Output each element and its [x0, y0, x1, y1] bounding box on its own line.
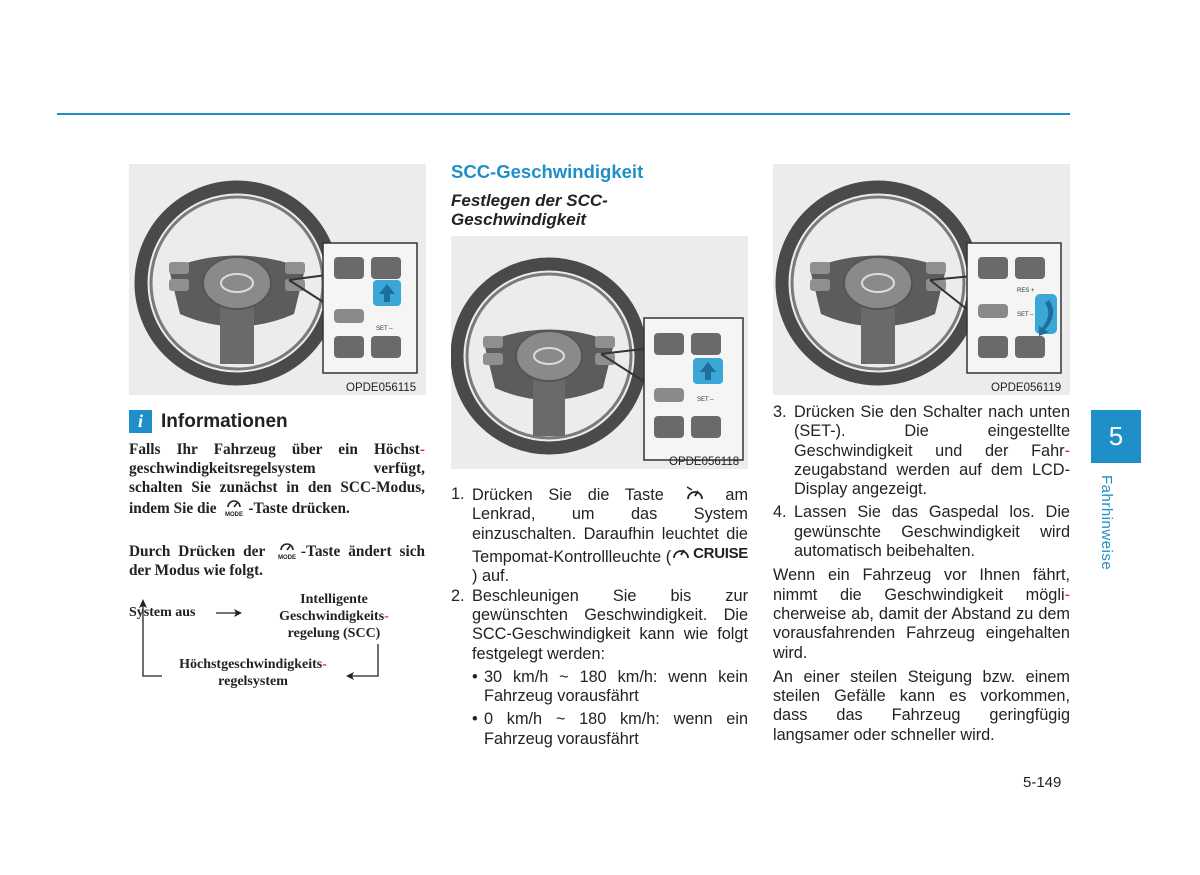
info-icon: i	[129, 410, 152, 433]
list-item	[773, 503, 1070, 561]
step-text: am Lenkrad, um das System einzuschalten. Daraufhin leuchtet die Tempomat-Kontrollleuchte (	[472, 486, 749, 567]
list-item	[451, 587, 748, 664]
step-text: Drücken Sie den Schalter nach unten (SET-). Die eingestellte Geschwindigkeit und der Fahr	[794, 403, 1070, 460]
info-paragraph-1: Falls Ihr Fahrzeug über ein Höchst- geschwindigkeitsregelsystem verfügt, schalten Sie zunächst in den SCC-Modus, indem Sie die MODE -Taste drücken.	[129, 441, 425, 517]
steering-wheel-figure-middle	[451, 236, 748, 469]
steering-wheel-figure-right	[773, 164, 1070, 395]
subtitle-line: Festlegen der SCC-	[451, 191, 608, 210]
paragraph-text: Wenn ein Fahrzeug vor Ihnen fährt, nimmt die Geschwindigkeit mögli	[773, 566, 1070, 604]
flow-text: Geschwindigkeits	[279, 609, 385, 624]
figure-code-left: OPDE056115	[346, 382, 417, 394]
flow-speed-limiter: Höchstgeschwindigkeits- regelsystem	[163, 656, 343, 690]
svg-text:SET –: SET –	[1017, 312, 1034, 318]
steering-wheel-figure-left	[129, 164, 426, 395]
list-number: 2.	[451, 586, 465, 605]
info-paragraph-2	[129, 540, 425, 580]
bullet-item: • 0 km/h ~ 180 km/h: wenn ein Fahrzeug vorausfährt	[472, 710, 748, 748]
info-heading	[129, 410, 288, 433]
list-number: 4.	[773, 503, 787, 522]
steering-wheel-illustration	[129, 164, 426, 395]
cruise-indicator-icon	[671, 545, 691, 562]
cruise-indicator	[671, 544, 748, 563]
figure-code-middle: OPDE056118	[669, 456, 740, 468]
svg-text:SET –: SET –	[697, 397, 714, 403]
flow-text: regelsystem	[218, 674, 288, 689]
svg-text:SET –: SET –	[376, 326, 393, 332]
page-number: 5-149	[1023, 774, 1062, 791]
paragraph: An einer steilen Steigung bzw. einem steilen Gefälle kann es vorkommen, dass das Fahrzeug geringfügig langsamer oder schneller wird.	[773, 667, 1070, 744]
section-title: SCC-Geschwindigkeit	[451, 161, 644, 182]
paragraph: Wenn ein Fahrzeug vor Ihnen fährt, nimmt die Geschwindigkeit mögli- cherweise ab, damit der Abstand zu dem vorausfahrenden Fahrzeug eingehalten wird.	[773, 566, 1070, 662]
speedometer-icon	[273, 540, 301, 560]
flow-text: regelung (SCC)	[287, 626, 381, 641]
speedometer-icon	[220, 497, 248, 517]
cruise-button-icon	[684, 485, 706, 503]
step-text: zeugabstand werden auf dem LCD-Display angezeigt.	[794, 460, 1070, 499]
chapter-tab: 5	[1091, 410, 1141, 463]
chapter-name: Fahrhinweise	[1098, 475, 1115, 571]
info-text: geschwindigkeitsregelsystem verfügt, schalten Sie zunächst in den SCC-Modus, indem Sie die	[129, 460, 425, 517]
steps-3-4	[773, 403, 1070, 745]
flow-text: Höchstgeschwindigkeits	[179, 657, 323, 672]
steering-wheel-illustration	[451, 236, 748, 469]
subtitle-line: Geschwindigkeit	[451, 210, 587, 229]
step-text: Lassen Sie das Gaspedal los. Die gewünschte Geschwindigkeit wird automatisch beibehalten.	[794, 503, 1070, 561]
steering-wheel-illustration	[773, 164, 1070, 395]
flow-system-off: System aus	[129, 605, 196, 620]
bullet-item: • 30 km/h ~ 180 km/h: wenn kein Fahrzeug vorausfährt	[472, 667, 748, 706]
step-text: ) auf.	[472, 567, 510, 586]
bullet-text: 30 km/h ~ 180 km/h: wenn kein Fahrzeug vorausfährt	[484, 667, 748, 706]
list-item	[451, 485, 748, 587]
list-item: 3. Drücken Sie den Schalter nach unten (SET-). Die eingestellte Geschwindigkeit und der Fahr- zeugabstand werden auf dem LCD-Display angezeigt.	[773, 403, 1070, 499]
list-number: 3.	[773, 403, 787, 421]
cruise-mode-icon	[273, 540, 301, 560]
info-text: Falls Ihr Fahrzeug über ein Höchst	[129, 441, 420, 458]
flow-arrows	[130, 598, 390, 684]
info-text: Durch Drücken der	[129, 543, 265, 560]
cruise-label: CRUISE	[693, 544, 748, 562]
step-text: Drücken Sie die Taste	[472, 486, 664, 504]
paragraph-text: cherweise ab, damit der Abstand zu dem vorausfahrenden Fahrzeug eingehalten wird.	[773, 604, 1070, 662]
header-rule	[57, 113, 1070, 115]
svg-text:RES +: RES +	[1017, 288, 1035, 294]
list-number: 1.	[451, 485, 465, 503]
step-text: Beschleunigen Sie bis zur gewünschten Geschwindigkeit. Die SCC-Geschwindigkeit kann wie folgt festgelegt werden:	[472, 586, 748, 663]
section-subtitle	[451, 191, 608, 229]
mode-label: MODE	[225, 512, 244, 517]
bullet-text: 0 km/h ~ 180 km/h: wenn ein Fahrzeug vorausfährt	[484, 710, 748, 748]
figure-code-right: OPDE056119	[991, 382, 1062, 394]
flow-text: Intelligente	[300, 592, 368, 607]
info-text: -Taste drücken.	[248, 500, 350, 517]
flow-scc: Intelligente Geschwindigkeits- regelung (SCC)	[266, 591, 402, 642]
info-text: -Taste ändert sich der Modus wie folgt.	[129, 543, 425, 579]
info-title: Informationen	[161, 410, 288, 432]
cruise-mode-icon	[220, 497, 248, 517]
steps-1-2	[451, 485, 748, 749]
mode-label: MODE	[277, 555, 296, 560]
